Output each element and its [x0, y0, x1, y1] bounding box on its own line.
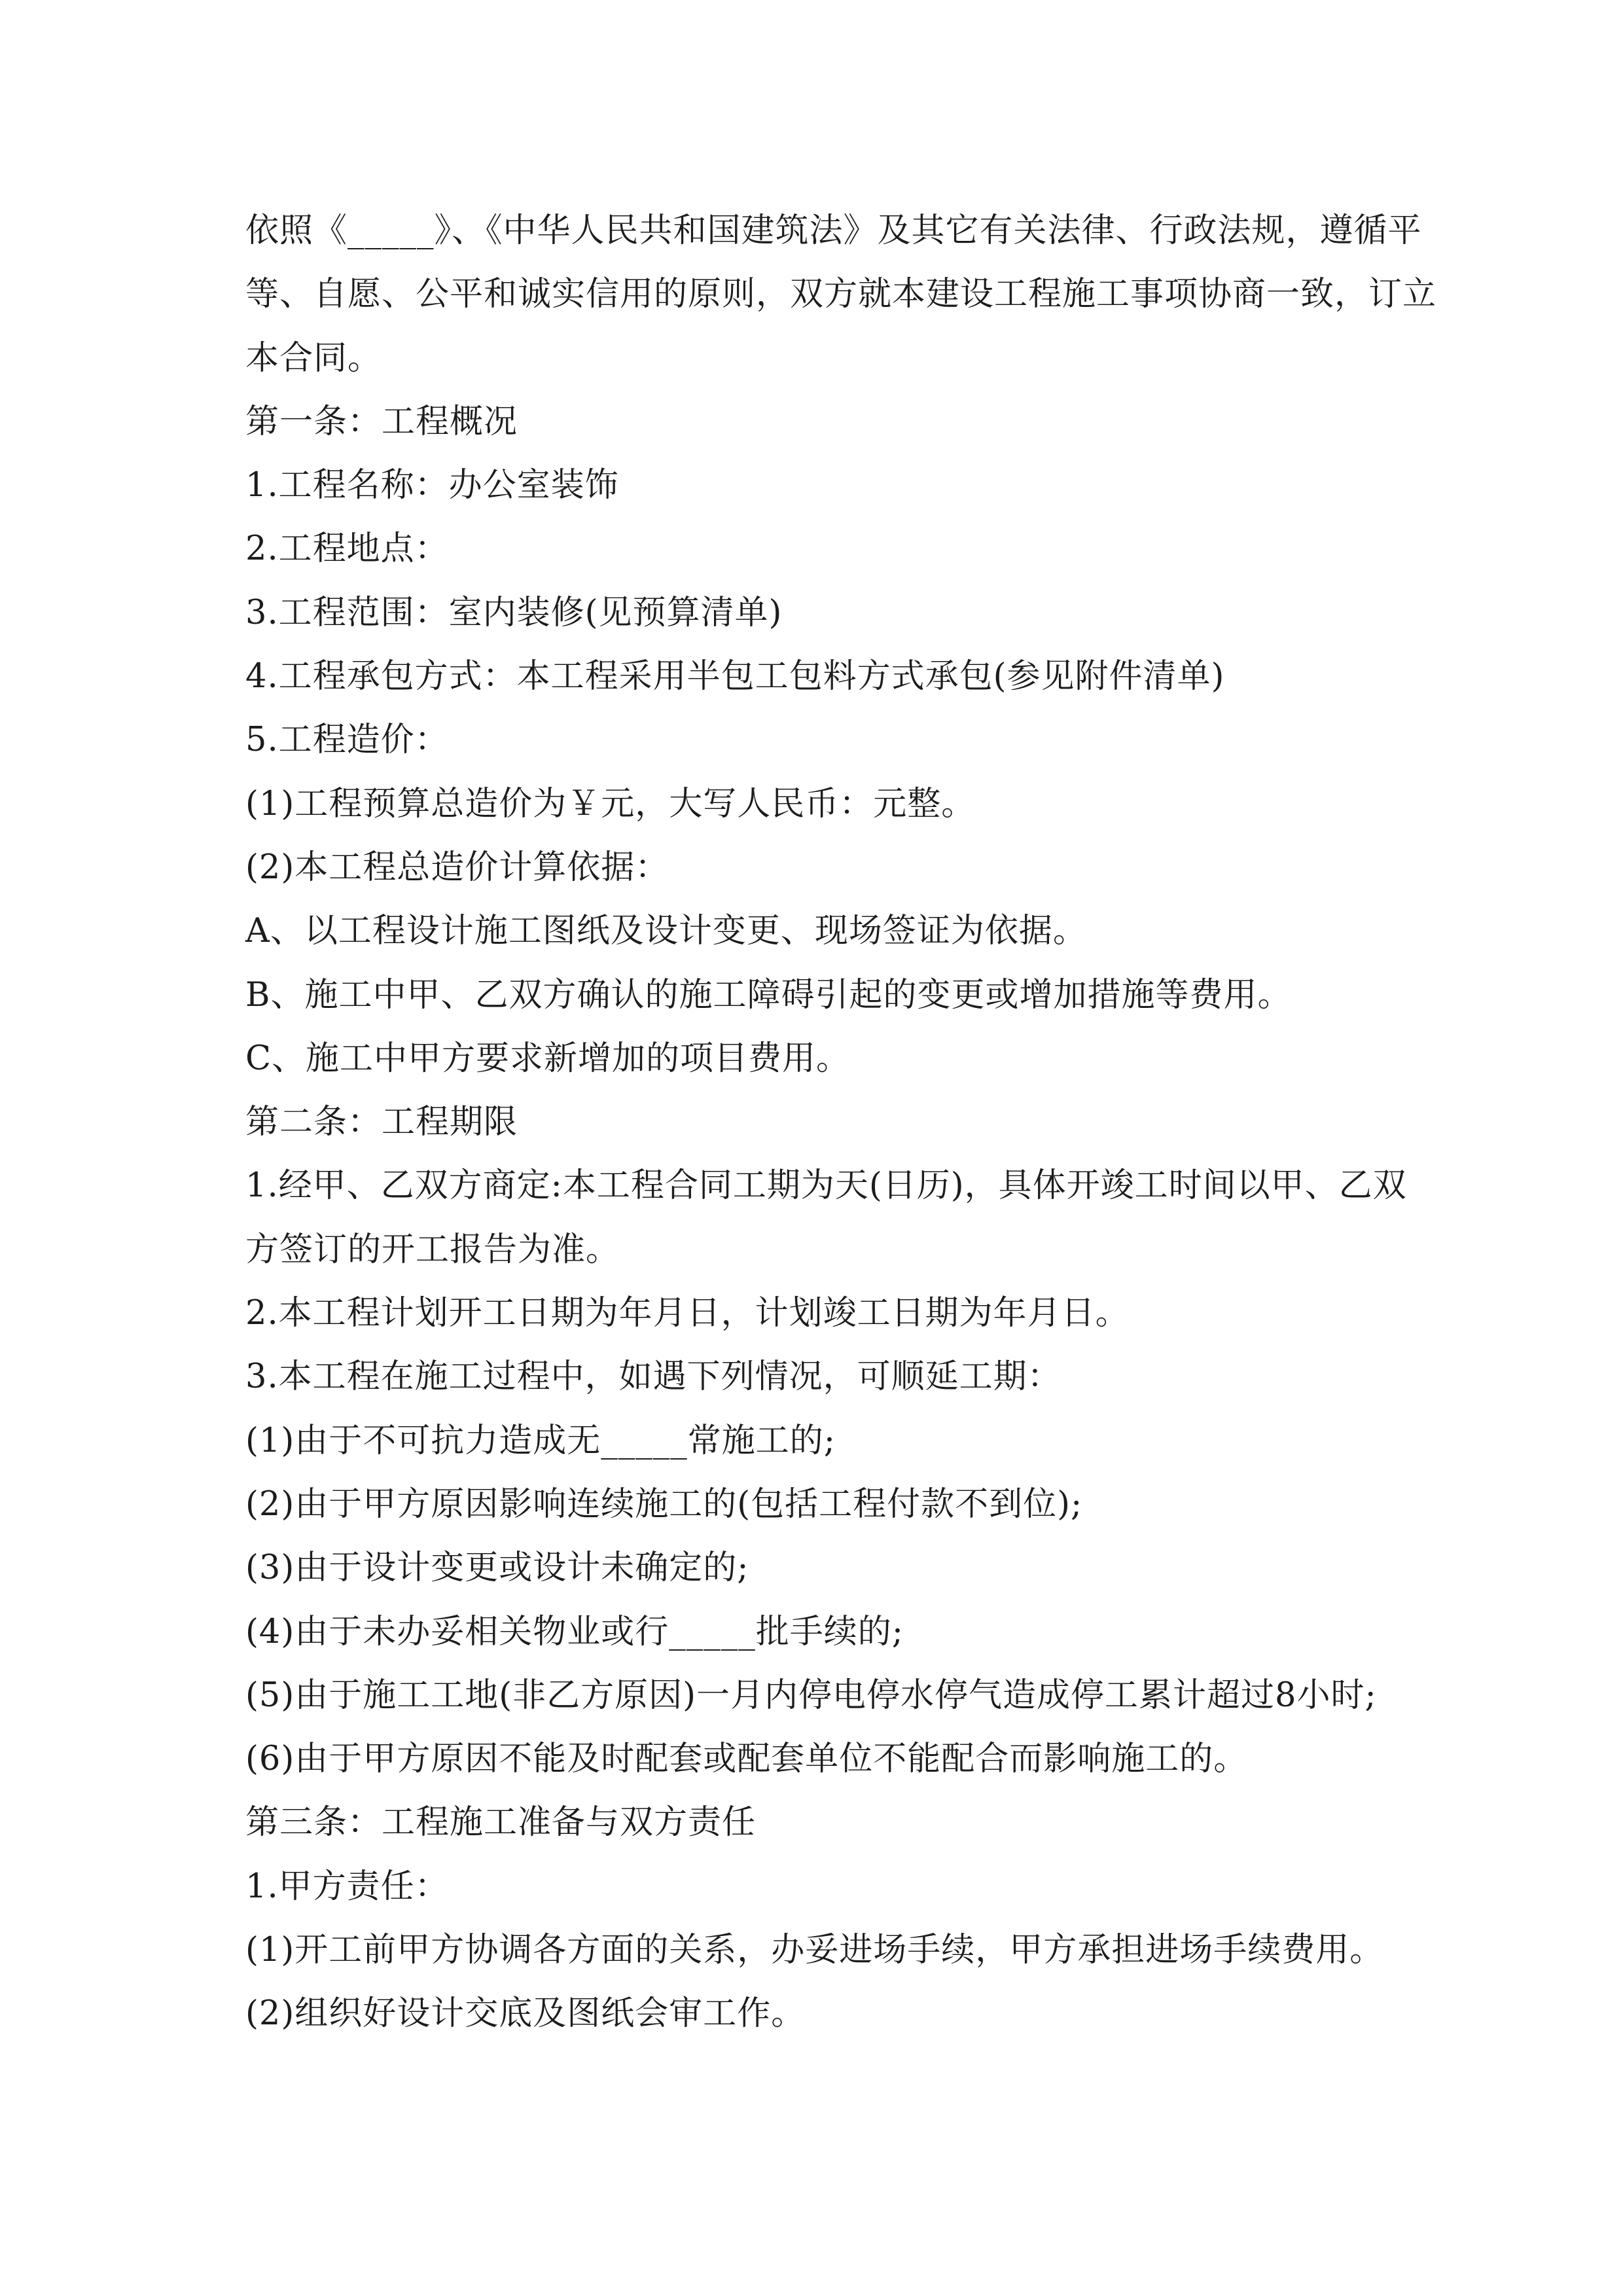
article-3-heading — [245, 1791, 1378, 1854]
clause-item — [245, 1154, 1407, 1282]
paragraph-line: (3)由于设计变更或设计未确定的; — [245, 1549, 749, 1588]
paragraph-line: 方签订的开工报告为准。 — [245, 1230, 620, 1269]
paragraph-line: (1)开工前甲方协调各方面的关系，办妥进场手续，甲方承担进场手续费用。 — [245, 1931, 1384, 1970]
clause-item — [245, 1282, 1378, 1345]
paragraph-line: (1)由于不可抗力造成无_____常施工的; — [245, 1421, 836, 1460]
clause-item — [245, 899, 1378, 963]
paragraph-line: B、施工中甲、乙双方确认的施工障碍引起的变更或增加措施等费用。 — [245, 975, 1292, 1014]
heading-line: 第二条：工程期限 — [245, 1103, 518, 1142]
clause-item — [245, 1536, 1378, 1600]
heading-line: 第三条：工程施工准备与双方责任 — [245, 1803, 757, 1842]
paragraph-line: 1.甲方责任： — [245, 1867, 449, 1906]
paragraph-line: (2)由于甲方原因影响连续施工的(包括工程付款不到位); — [245, 1484, 1083, 1524]
paragraph-line: (2)组织好设计交底及图纸会审工作。 — [245, 1994, 806, 2034]
paragraph-line: 本合同。 — [245, 338, 382, 378]
heading-line: 第一条：工程概况 — [245, 402, 518, 441]
paragraph-line: (2)本工程总造价计算依据： — [245, 848, 669, 887]
paragraph-line: 3.工程范围：室内装修(见预算清单) — [245, 593, 783, 632]
clause-item — [245, 1727, 1378, 1791]
clause-item — [245, 645, 1378, 708]
clause-item — [245, 454, 1378, 517]
clause-item — [245, 581, 1378, 645]
clause-item — [245, 1918, 1384, 1982]
paragraph-line: (6)由于甲方原因不能及时配套或配套单位不能配合而影响施工的。 — [245, 1740, 1248, 1779]
clause-item — [245, 963, 1378, 1027]
clause-item — [245, 772, 1378, 836]
paragraph-line: 5.工程造价： — [245, 721, 449, 760]
clause-item — [245, 1409, 1378, 1473]
paragraph-line: 2.工程地点： — [245, 529, 449, 569]
paragraph-line: (1)工程预算总造价为￥元，大写人民币：元整。 — [245, 784, 976, 823]
clause-item — [245, 1345, 1378, 1408]
clause-item — [245, 1027, 1378, 1090]
paragraph-preamble — [245, 199, 1437, 390]
paragraph-line: 1.工程名称：办公室装饰 — [245, 466, 619, 505]
clause-item — [245, 708, 1378, 772]
article-1-heading — [245, 390, 1378, 454]
document-body — [245, 199, 1437, 2046]
clause-item — [245, 517, 1378, 581]
clause-item — [245, 1855, 1378, 1918]
paragraph-line: 等、自愿、公平和诚实信用的原则，双方就本建设工程施工事项协商一致，订立 — [245, 275, 1437, 314]
paragraph-line: 3.本工程在施工过程中，如遇下列情况，可顺延工期： — [245, 1357, 1061, 1397]
clause-item — [245, 1664, 1378, 1727]
paragraph-line: 4.工程承包方式：本工程采用半包工包料方式承包(参见附件清单) — [245, 657, 1225, 696]
paragraph-line: 依照《_____》、《中华人民共和国建筑法》及其它有关法律、行政法规，遵循平 — [245, 211, 1422, 250]
paragraph-line: C、施工中甲方要求新增加的项目费用。 — [245, 1039, 851, 1078]
clause-item — [245, 1600, 1378, 1664]
clause-item — [245, 836, 1378, 899]
paragraph-line: 2.本工程计划开工日期为年月日，计划竣工日期为年月日。 — [245, 1294, 1130, 1333]
clause-item — [245, 1982, 1378, 2045]
article-2-heading — [245, 1090, 1378, 1154]
paragraph-line: (5)由于施工工地(非乙方原因)一月内停电停水停气造成停工累计超过8小时; — [245, 1676, 1377, 1715]
paragraph-line: 1.经甲、乙双方商定:本工程合同工期为天(日历)，具体开竣工时间以甲、乙双 — [245, 1166, 1407, 1206]
paragraph-line: A、以工程设计施工图纸及设计变更、现场签证为依据。 — [245, 912, 1087, 951]
clause-item — [245, 1473, 1378, 1536]
paragraph-line: (4)由于未办妥相关物业或行_____批手续的; — [245, 1612, 904, 1651]
